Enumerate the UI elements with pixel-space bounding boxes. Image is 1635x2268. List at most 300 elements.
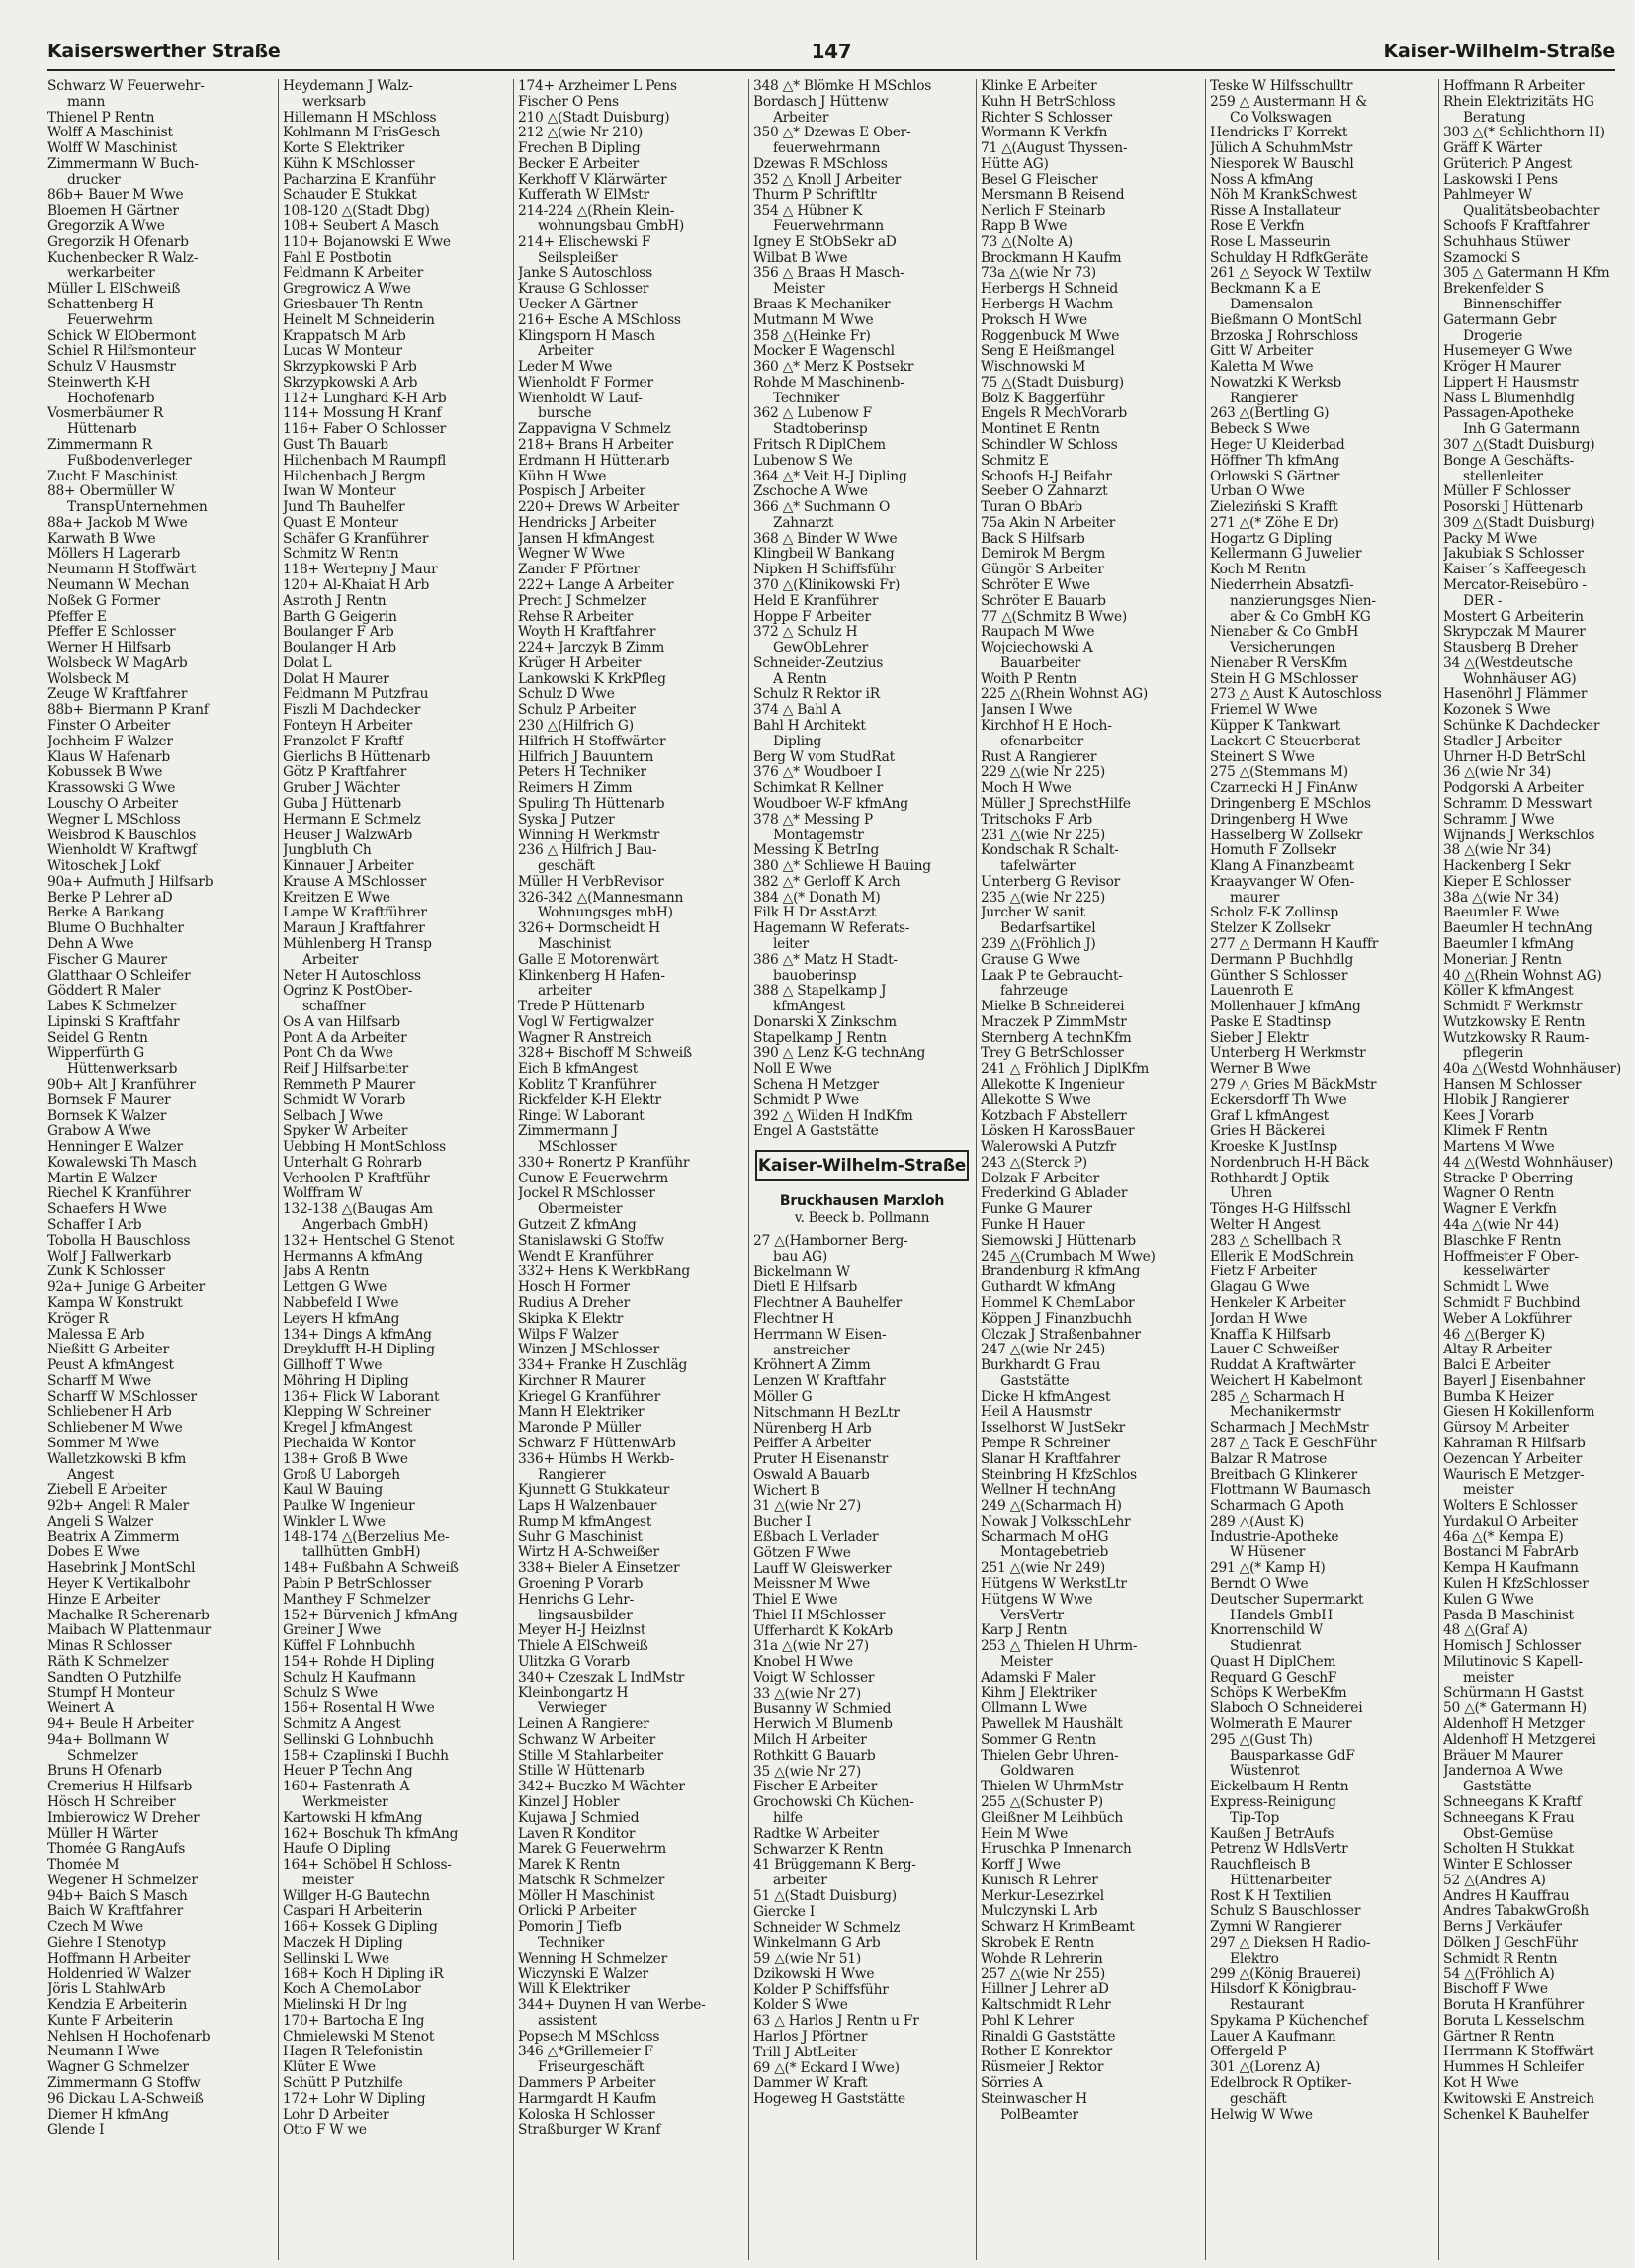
directory-entry: Brandenburg R kfmAng: [981, 1265, 1141, 1280]
directory-entry: Dammers P Arbeiter: [518, 2076, 656, 2091]
directory-entry: Niederrhein Absatzfi-: [1210, 578, 1354, 593]
directory-entry: Precht J Schmelzer: [518, 593, 646, 609]
directory-entry: Risse A Installateur: [1210, 204, 1341, 219]
directory-entry: Friseurgeschäft: [538, 2060, 645, 2076]
directory-entry: werkarbeiter: [67, 266, 155, 282]
directory-entry: 224+ Jarczyk B Zimm: [518, 641, 665, 656]
directory-entry: Götz P Kraftfahrer: [283, 765, 407, 781]
directory-entry: Pomorin J Tiefb: [518, 1920, 622, 1936]
directory-entry: Kellermann G Juwelier: [1210, 547, 1362, 563]
directory-entry: Allekotte K Ingenieur: [981, 1078, 1124, 1092]
directory-entry: Pasda B Maschinist: [1443, 1608, 1574, 1623]
directory-entry: Stelzer K Zollsekr: [1210, 921, 1331, 937]
directory-entry: schaffner: [302, 1000, 366, 1015]
directory-entry: Schulz P Arbeiter: [518, 703, 636, 719]
directory-entry: Will K Elektriker: [518, 1982, 630, 1998]
page-number: 147: [811, 40, 852, 63]
directory-entry: Jund Th Bauhelfer: [283, 500, 405, 516]
directory-entry: Wüstenrot: [1230, 1764, 1300, 1780]
directory-entry: Altay R Arbeiter: [1443, 1343, 1552, 1358]
directory-entry: 40a △(Westd Wohnhäuser): [1443, 1062, 1622, 1078]
directory-entry: Binnenschiffer: [1463, 297, 1561, 312]
directory-entry: Angeli S Walzer: [47, 1514, 153, 1529]
directory-entry: 216+ Esche A MSchloss: [518, 312, 681, 328]
directory-entry: Hosch H Former: [518, 1280, 630, 1296]
directory-entry: Schmidt F Werkmstr: [1443, 1000, 1583, 1015]
directory-entry: PolBeamter: [1000, 2107, 1078, 2123]
directory-entry: Fiszli M Dachdecker: [283, 703, 421, 719]
directory-entry: Tönges H-G Hilfsschl: [1210, 1202, 1351, 1218]
directory-entry: Wojciechowski A: [981, 641, 1093, 656]
directory-entry: 36 △(wie Nr 34): [1443, 765, 1551, 781]
directory-entry: Sörries A: [981, 2076, 1043, 2091]
directory-entry: Berndt O Wwe: [1210, 1577, 1309, 1592]
directory-entry: 295 △(Gust Th): [1210, 1732, 1313, 1748]
directory-entry: Werner B Wwe: [1210, 1062, 1311, 1078]
directory-entry: Greiner J Wwe: [283, 1623, 382, 1639]
directory-entry: Maraun J Kraftfahrer: [283, 921, 425, 937]
directory-entry: 368 △ Binder W Wwe: [753, 531, 898, 547]
directory-entry: Fischer E Arbeiter: [753, 1780, 878, 1795]
directory-entry: Techniker: [538, 1935, 605, 1951]
directory-entry: Flechtner A Bauhelfer: [753, 1296, 903, 1312]
directory-entry: Mielinski H Dr Ing: [283, 1998, 407, 2014]
directory-entry: Seilspleißer: [538, 250, 618, 266]
directory-entry: Stanislawski G Stoffw: [518, 1233, 664, 1249]
directory-entry: 358 △(Heinke Fr): [753, 328, 871, 344]
directory-entry: Glatthaar O Schleifer: [47, 968, 191, 984]
directory-entry: Thurm P Schriftltr: [753, 188, 877, 204]
directory-entry: Petrenz W HdlsVertr: [1210, 1842, 1348, 1858]
directory-entry: Herwich M Blumenb: [753, 1717, 893, 1733]
directory-entry: Iwan W Monteur: [283, 484, 396, 500]
directory-entry: Feuerwehrmann: [773, 219, 884, 235]
directory-entry: Seeber O Zahnarzt: [981, 484, 1108, 500]
directory-entry: Flechtner H: [753, 1312, 834, 1328]
directory-entry: 330+ Ronertz P Kranführ: [518, 1155, 690, 1171]
directory-entry: 245 △(Crumbach M Wwe): [981, 1249, 1156, 1265]
directory-entry: Schwarz F HüttenwArb: [518, 1436, 676, 1451]
directory-entry: 164+ Schöbel H Schloss-: [283, 1858, 452, 1874]
directory-entry: Siemowski J Hüttenarb: [981, 1233, 1136, 1249]
directory-entry: Podgorski A Arbeiter: [1443, 781, 1584, 797]
directory-entry: Nitschmann H BezLtr: [753, 1405, 900, 1421]
directory-entry: Os A van Hilfsarb: [283, 1014, 400, 1030]
directory-entry: Stausberg B Dreher: [1443, 641, 1578, 656]
directory-entry: Herbergs H Wachm: [981, 297, 1114, 312]
directory-entry: Heuser J WalzwArb: [283, 828, 413, 843]
directory-entry: Korte S Elektriker: [283, 141, 404, 157]
directory-entry: Mostert G Arbeiterin: [1443, 609, 1584, 625]
directory-entry: Rudius A Dreher: [518, 1295, 630, 1311]
directory-entry: Kujawa J Schmied: [518, 1810, 640, 1826]
directory-entry: meister: [302, 1873, 354, 1888]
directory-entry: Frederkind G Ablader: [981, 1186, 1128, 1202]
directory-entry: Zappavigna V Schmelz: [518, 422, 671, 438]
column-divider: [278, 79, 279, 2260]
directory-entry: 299 △(König Brauerei): [1210, 1966, 1361, 1982]
directory-entry: Maschinist: [538, 936, 611, 952]
directory-entry: Zimmermann R: [47, 437, 152, 453]
directory-entry: Höffner Th kfmAng: [1210, 453, 1340, 469]
directory-entry: wohnungsbau GmbH): [538, 219, 685, 235]
directory-entry: Galle E Motorenwärt: [518, 952, 659, 968]
directory-entry: Lettgen G Wwe: [283, 1280, 387, 1296]
directory-entry: Kroeske K JustInsp: [1210, 1140, 1337, 1156]
directory-entry: Nehlsen H Hochofenarb: [47, 2029, 211, 2045]
directory-entry: 259 △ Austermann H &: [1210, 94, 1368, 110]
directory-entry: Hagen R Telefonistin: [283, 2045, 423, 2060]
directory-entry: Krause G Schlosser: [518, 282, 649, 298]
directory-entry: Kaiser´s Kaffeegesch: [1443, 563, 1586, 578]
directory-entry: 285 △ Scharmach H: [1210, 1389, 1345, 1405]
directory-entry: 332+ Hens K WerkbRang: [518, 1265, 690, 1280]
directory-entry: Bräuer M Maurer: [1443, 1748, 1563, 1764]
directory-entry: kfmAngest: [773, 1000, 845, 1015]
directory-entry: Sternberg A technKfm: [981, 1030, 1132, 1046]
directory-entry: meister: [1463, 1670, 1514, 1686]
directory-entry: 386 △* Matz H Stadt-: [753, 952, 898, 968]
directory-entry: Rapp B Wwe: [981, 219, 1068, 235]
directory-entry: 48 △(Graf A): [1443, 1623, 1528, 1639]
directory-entry: Hasebrink J MontSchl: [47, 1561, 196, 1577]
directory-entry: bau AG): [773, 1249, 827, 1265]
directory-entry: Gürsoy M Arbeiter: [1443, 1421, 1569, 1437]
directory-entry: Messing K BetrIng: [753, 843, 880, 859]
directory-entry: 338+ Bieler A Einsetzer: [518, 1561, 680, 1577]
directory-entry: Dringenberg E MSchlos: [1210, 796, 1371, 812]
directory-entry: Turan O BbArb: [981, 500, 1082, 516]
directory-entry: Slaboch O Schneiderei: [1210, 1701, 1363, 1717]
directory-entry: Sellinski G Lohnbuchh: [283, 1732, 434, 1748]
directory-entry: 41 Brüggemann K Berg-: [753, 1858, 916, 1874]
directory-entry: Schmidt W Vorarb: [283, 1092, 406, 1108]
directory-entry: Hogeweg H Gaststätte: [753, 2092, 905, 2108]
directory-entry: VersVertr: [1000, 1608, 1064, 1623]
directory-entry: Schütt P Putzhilfe: [283, 2076, 403, 2091]
directory-entry: Pacharzina E Kranführ: [283, 172, 436, 188]
directory-entry: Steinwerth K-H: [47, 375, 151, 391]
directory-entry: Schröter E Bauarb: [981, 593, 1106, 609]
directory-entry: Mollenhauer J kfmAng: [1210, 1000, 1361, 1015]
directory-entry: 257 △(wie Nr 255): [981, 1966, 1106, 1982]
directory-entry: Rost K H Textilien: [1210, 1888, 1332, 1904]
directory-entry: Weinert A: [47, 1701, 114, 1717]
directory-entry: Skipka K Elektr: [518, 1311, 624, 1327]
directory-entry: Winning H Werkmstr: [518, 828, 660, 843]
directory-entry: Eßbach L Verlader: [753, 1529, 879, 1545]
directory-entry: Herbergs H Schneid: [981, 282, 1118, 298]
directory-entry: Mersmann B Reisend: [981, 188, 1125, 204]
directory-entry: stellenleiter: [1463, 469, 1543, 484]
directory-entry: Husemeyer G Wwe: [1443, 344, 1573, 360]
directory-entry: Klinke E Arbeiter: [981, 79, 1097, 94]
directory-entry: Weber A Lokführer: [1443, 1311, 1572, 1327]
directory-entry: Unterberg H Werkmstr: [1210, 1046, 1366, 1062]
directory-entry: Arbeiter: [773, 110, 829, 126]
directory-entry: Rother E Konrektor: [981, 2045, 1112, 2060]
directory-entry: Dringenberg H Wwe: [1210, 812, 1348, 828]
directory-entry: Klang A Finanzbeamt: [1210, 859, 1354, 875]
directory-entry: Hochofenarb: [67, 391, 155, 406]
directory-entry: 51 △(Stadt Duisburg): [753, 1888, 897, 1904]
directory-entry: Gregorzik H Ofenarb: [47, 234, 189, 250]
directory-entry: 148-174 △(Berzelius Me-: [283, 1529, 450, 1545]
directory-entry: Klingbeil W Bankang: [753, 547, 895, 563]
directory-entry: Wolff A Maschinist: [47, 126, 173, 141]
directory-entry: Andres TabakwGroßh: [1443, 1904, 1590, 1920]
directory-entry: Aldenhoff H Metzger: [1443, 1717, 1585, 1733]
directory-entry: Gregrowicz A Wwe: [283, 282, 411, 298]
directory-entry: Hackenberg I Sekr: [1443, 859, 1571, 875]
directory-entry: Lampe W Kraftführer: [283, 906, 427, 921]
directory-entry: Erdmann H Hüttenarb: [518, 453, 670, 469]
directory-entry: 275 △(Stemmans M): [1210, 765, 1348, 781]
directory-entry: Leder M Wwe: [518, 360, 613, 376]
directory-entry: Arbeiter: [538, 344, 594, 360]
directory-entry: Raupach M Wwe: [981, 625, 1095, 641]
directory-entry: 220+ Drews W Arbeiter: [518, 500, 679, 516]
directory-entry: Rust A Rangierer: [981, 749, 1097, 765]
directory-entry: Boruta H Kranführer: [1443, 1998, 1584, 2014]
directory-entry: Kowalewski Th Masch: [47, 1155, 197, 1171]
directory-entry: 27 △(Hamborner Berg-: [753, 1234, 908, 1250]
directory-entry: hilfe: [773, 1811, 803, 1827]
directory-entry: Zander F Pförtner: [518, 563, 640, 578]
directory-entry: Dzikowski H Wwe: [753, 1966, 875, 1982]
directory-entry: 156+ Rosental H Wwe: [283, 1701, 435, 1717]
directory-entry: Dolat H Maurer: [283, 671, 389, 687]
directory-entry: Stracke P Oberring: [1443, 1171, 1574, 1186]
directory-entry: Schliebener M Wwe: [47, 1421, 183, 1437]
directory-entry: 309 △(Stadt Duisburg): [1443, 515, 1595, 531]
directory-entry: Breitbach G Klinkerer: [1210, 1467, 1357, 1483]
directory-entry: 236 △ Hilfrich J Bau-: [518, 843, 657, 859]
directory-entry: Hilsdorf K Königbrau-: [1210, 1982, 1357, 1998]
directory-entry: Montagebetrieb: [1000, 1545, 1109, 1561]
directory-entry: Griesbauer Th Rentn: [283, 297, 423, 312]
directory-entry: Stille M Stahlarbeiter: [518, 1748, 663, 1764]
directory-entry: Kriegel G Kranführer: [518, 1389, 660, 1405]
directory-entry: Hermann E Schmelz: [283, 812, 421, 828]
directory-entry: Gräff K Wärter: [1443, 141, 1542, 157]
directory-entry: W Hüsener: [1230, 1545, 1306, 1561]
directory-entry: Versicherungen: [1230, 641, 1335, 656]
column-divider: [513, 79, 514, 2260]
directory-entry: Wutzkowsky R Raum-: [1443, 1030, 1590, 1046]
directory-entry: Schoofs H-J Beifahr: [981, 469, 1112, 484]
directory-entry: Besel G Fleischer: [981, 172, 1098, 188]
directory-entry: Schaffer I Arb: [47, 1218, 142, 1234]
directory-entry: Schneegans K Frau: [1443, 1810, 1575, 1826]
directory-entry: 94b+ Baich S Masch: [47, 1888, 188, 1904]
directory-entry: Meister: [1000, 1654, 1053, 1670]
directory-entry: Hoffmeister F Ober-: [1443, 1249, 1579, 1265]
directory-entry: Scharff M Wwe: [47, 1373, 151, 1389]
directory-entry: Blaschke F Rentn: [1443, 1233, 1562, 1249]
directory-entry: Oswald A Bauarb: [753, 1467, 870, 1483]
directory-entry: Bickelmann W: [753, 1265, 850, 1280]
directory-entry: Wegner W Wwe: [518, 547, 625, 563]
directory-entry: Klingsporn H Masch: [518, 328, 655, 344]
directory-entry: Koch A ChemoLabor: [283, 1982, 421, 1998]
directory-entry: Brekenfelder S: [1443, 282, 1544, 298]
directory-entry: Wienholdt W Lauf-: [518, 391, 643, 406]
directory-entry: Rhein Elektrizitäts HG: [1443, 94, 1594, 110]
directory-entry: Zimmermann W Buch-: [47, 156, 199, 172]
directory-entry: Offergeld P: [1210, 2045, 1287, 2060]
directory-entry: 326+ Dormscheidt H: [518, 921, 660, 937]
directory-entry: Angerbach GmbH): [302, 1218, 429, 1234]
directory-entry: 170+ Bartocha E Ing: [283, 2013, 425, 2029]
directory-entry: Woith P Rentn: [981, 671, 1077, 687]
section-range: v. Beeck b. Pollmann: [794, 1210, 930, 1227]
directory-entry: 235 △(wie Nr 225): [981, 890, 1106, 906]
directory-entry: Ogrinz K PostOber-: [283, 984, 413, 1000]
directory-entry: Graf L kfmAngest: [1210, 1108, 1329, 1124]
directory-entry: 46a △(* Kempa E): [1443, 1529, 1564, 1545]
directory-entry: Günther S Schlosser: [1210, 968, 1348, 984]
directory-entry: Herrmann W Eisen-: [753, 1327, 887, 1343]
directory-entry: Finster O Arbeiter: [47, 719, 171, 735]
directory-entry: Pohl K Lehrer: [981, 2013, 1074, 2029]
directory-entry: Heuer P Techn Ang: [283, 1764, 413, 1780]
directory-entry: Suhr G Maschinist: [518, 1529, 643, 1545]
directory-entry: Mulczynski L Arb: [981, 1904, 1098, 1920]
directory-entry: Skrzypkowski A Arb: [283, 375, 418, 391]
directory-entry: Leinen A Rangierer: [518, 1717, 649, 1733]
directory-entry: Zucht F Maschinist: [47, 469, 177, 484]
directory-entry: Funke G Maurer: [981, 1202, 1092, 1218]
directory-entry: Steinert S Wwe: [1210, 749, 1315, 765]
directory-entry: Inh G Gatermann: [1463, 422, 1580, 438]
directory-entry: Schuhhaus Stüwer: [1443, 234, 1570, 250]
directory-entry: Hlobik J Rangierer: [1443, 1092, 1569, 1108]
directory-entry: 388 △ Stapelkamp J: [753, 984, 887, 1000]
directory-entry: Kinzel J Hobler: [518, 1794, 620, 1810]
directory-entry: 59 △(wie Nr 51): [753, 1952, 861, 1967]
directory-entry: Heyer K Vertikalbohr: [47, 1577, 190, 1592]
directory-entry: Schmidt R Rentn: [1443, 1951, 1558, 1966]
directory-entry: Selbach J Wwe: [283, 1108, 383, 1124]
directory-entry: Schürmann H Gastst: [1443, 1686, 1584, 1701]
directory-entry: Nerlich F Steinarb: [981, 204, 1106, 219]
directory-entry: Henkeler K Arbeiter: [1210, 1295, 1346, 1311]
directory-entry: Giercke I: [753, 1904, 816, 1920]
directory-entry: Wolters E Schlosser: [1443, 1499, 1578, 1515]
directory-entry: pflegerin: [1463, 1046, 1524, 1062]
directory-entry: Reif J Hilfsarbeiter: [283, 1062, 408, 1078]
directory-entry: Neumann H Stoffwärt: [47, 563, 196, 578]
directory-entry: Homisch J Schlosser: [1443, 1639, 1581, 1655]
directory-entry: Göddert R Maler: [47, 984, 161, 1000]
directory-entry: Gärtner R Rentn: [1443, 2029, 1555, 2045]
directory-entry: Thienel P Rentn: [47, 110, 155, 126]
directory-entry: 108-120 △(Stadt Dbg): [283, 204, 430, 219]
directory-entry: Wolsbeck W MagArb: [47, 655, 188, 671]
directory-entry: Hilchenbach J Bergm: [283, 469, 426, 484]
directory-entry: Donarski X Zinkschm: [753, 1014, 897, 1030]
directory-entry: Hüttenarb: [67, 422, 137, 438]
directory-entry: 279 △ Gries M BäckMstr: [1210, 1078, 1377, 1092]
directory-entry: Oezencan Y Arbeiter: [1443, 1451, 1583, 1467]
directory-entry: Burkhardt G Frau: [981, 1358, 1101, 1374]
directory-entry: Verwieger: [538, 1701, 607, 1717]
directory-entry: Hruschka P Innenarch: [981, 1842, 1132, 1858]
directory-entry: 132+ Hentschel G Stenot: [283, 1233, 455, 1249]
directory-entry: Dietl E Hilfsarb: [753, 1280, 858, 1296]
directory-entry: 342+ Buczko M Wächter: [518, 1780, 685, 1795]
directory-entry: Giehre I Stenotyp: [47, 1935, 166, 1951]
directory-entry: Mühlenberg H Transp: [283, 936, 432, 952]
directory-entry: aber & Co GmbH KG: [1230, 609, 1371, 625]
directory-entry: 277 △ Dermann H Kauffr: [1210, 936, 1379, 952]
directory-entry: Machalke R Scherenarb: [47, 1608, 210, 1623]
directory-entry: Hoffmann R Arbeiter: [1443, 79, 1585, 94]
directory-entry: 44 △(Westd Wohnhäuser): [1443, 1155, 1614, 1171]
directory-entry: Wormann K Verkfn: [981, 126, 1108, 141]
directory-entry: 307 △(Stadt Duisburg): [1443, 437, 1595, 453]
directory-entry: Co Volkswagen: [1230, 110, 1332, 126]
directory-entry: Urban O Wwe: [1210, 484, 1305, 500]
directory-entry: Mutmann M Wwe: [753, 312, 874, 328]
directory-entry: Neter H Autoschloss: [283, 968, 421, 984]
directory-entry: Hendricks F Korrekt: [1210, 126, 1348, 141]
directory-entry: Boruta L Kesselschm: [1443, 2013, 1585, 2029]
directory-entry: Quast H DiplChem: [1210, 1654, 1336, 1670]
directory-entry: Mocker E Wagenschl: [753, 344, 895, 360]
directory-entry: Schattenberg H: [47, 297, 154, 312]
directory-entry: Noßek G Former: [47, 593, 160, 609]
directory-entry: Berg W vom StudRat: [753, 749, 895, 765]
directory-entry: Lauff W Gleiswerker: [753, 1561, 892, 1577]
directory-entry: Hösch H Schreiber: [47, 1794, 176, 1810]
directory-entry: Jungbluth Ch: [283, 843, 372, 859]
directory-entry: Beratung: [1463, 110, 1526, 126]
directory-entry: Aldenhoff H Metzgerei: [1443, 1732, 1596, 1748]
directory-entry: Syska J Putzer: [518, 812, 615, 828]
directory-entry: Schulz D Wwe: [518, 687, 615, 703]
directory-entry: Milch H Arbeiter: [753, 1733, 867, 1749]
directory-entry: Neumann W Mechan: [47, 578, 190, 593]
directory-entry: Krüger H Arbeiter: [518, 655, 642, 671]
directory-entry: Hillner J Lehrer aD: [981, 1982, 1109, 1998]
directory-entry: Pruter H Eisenanstr: [753, 1452, 889, 1468]
directory-entry: Seidel G Rentn: [47, 1030, 148, 1046]
directory-entry: Arbeiter: [302, 952, 359, 968]
directory-entry: Möllers H Lagerarb: [47, 547, 181, 563]
directory-entry: Holdenried W Walzer: [47, 1966, 191, 1982]
directory-entry: Beatrix A Zimmerm: [47, 1529, 180, 1545]
directory-entry: Schaefers H Wwe: [47, 1202, 167, 1218]
directory-entry: Popsech M MSchloss: [518, 2029, 660, 2045]
header-left-street: Kaiserswerther Straße: [47, 41, 281, 62]
directory-entry: Wolmerath E Maurer: [1210, 1717, 1352, 1733]
directory-entry: 305 △ Gatermann H Kfm: [1443, 266, 1610, 282]
directory-entry: Klüter E Wwe: [283, 2060, 376, 2076]
directory-entry: Kröhnert A Zimm: [753, 1358, 871, 1374]
directory-entry: Martin E Walzer: [47, 1171, 157, 1186]
directory-entry: Wischnowski M: [981, 360, 1086, 376]
directory-entry: Pawellek M Haushält: [981, 1717, 1123, 1733]
directory-entry: Zahnarzt: [773, 515, 834, 531]
directory-entry: Marek G Feuerwehrm: [518, 1842, 666, 1858]
directory-entry: Krappatsch M Arb: [283, 328, 406, 344]
directory-entry: Walerowski A Putzfr: [981, 1140, 1117, 1156]
directory-entry: Louschy O Arbeiter: [47, 796, 178, 812]
directory-entry: Wirtz H A-Schweißer: [518, 1545, 659, 1561]
directory-entry: Kunte F Arbeiterin: [47, 2013, 173, 2029]
